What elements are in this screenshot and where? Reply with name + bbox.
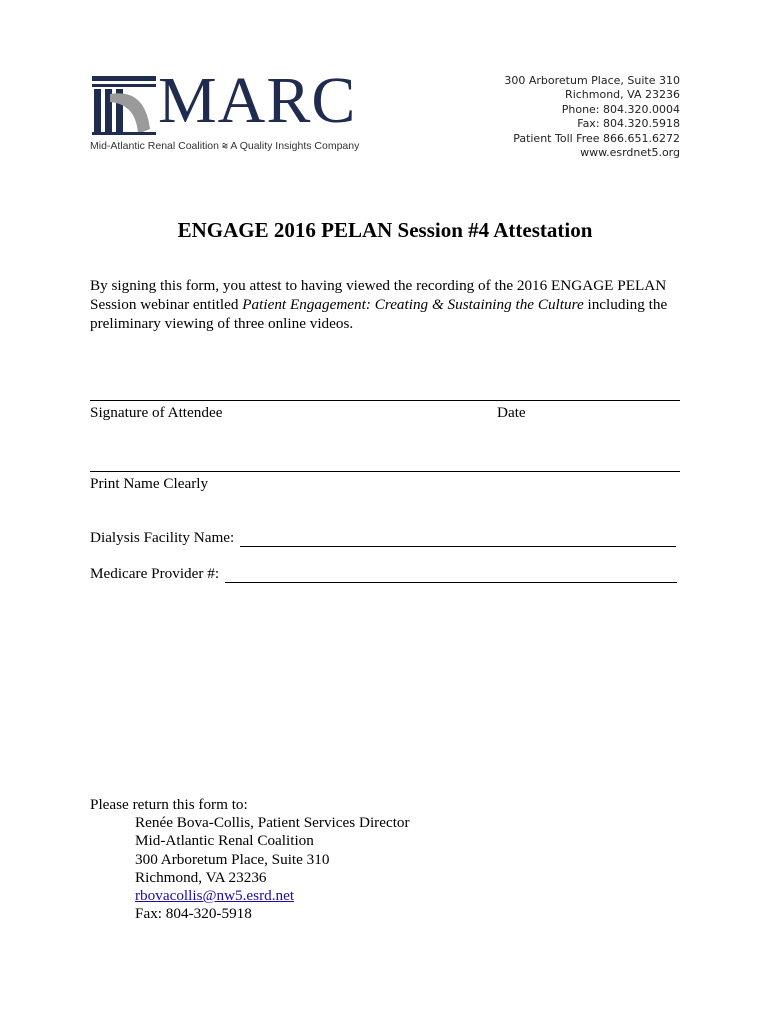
facility-field — [90, 529, 676, 547]
return-fax: Fax: 804-320-5918 — [135, 905, 252, 923]
provider-field — [90, 565, 677, 583]
signature-line[interactable] — [90, 400, 680, 401]
contact-address — [504, 74, 680, 160]
webinar-title: Patient Engagement: Creating & Sustaining the Culture — [242, 296, 584, 313]
attestation-text-part: including the preliminary viewing of three online videos. — [90, 296, 668, 332]
marc-logo-icon — [90, 74, 158, 136]
logo-wordmark: MARC — [158, 64, 357, 137]
date-label: Date — [497, 404, 526, 421]
return-organization: Mid-Atlantic Renal Coalition — [135, 832, 314, 850]
facility-input-line[interactable] — [240, 532, 676, 547]
return-city: Richmond, VA 23236 — [135, 868, 267, 886]
print-name-label: Print Name Clearly — [90, 475, 209, 492]
return-contact-name: Renée Bova-Collis, Patient Services Director — [135, 814, 410, 832]
provider-input-line[interactable] — [225, 568, 677, 583]
signature-label: Signature of Attendee — [90, 404, 223, 421]
return-heading: Please return this form to: — [90, 796, 248, 813]
print-name-line[interactable] — [90, 471, 680, 472]
marc-logo — [90, 64, 360, 158]
attestation-text — [90, 276, 682, 333]
return-email-link[interactable]: rbovacollis@nw5.esrd.net — [135, 887, 295, 905]
phone-line: Phone: 804.320.0004 — [561, 102, 680, 116]
address-line: 300 Arboretum Place, Suite 310 — [504, 74, 680, 87]
attestation-text-part: By signing this form, you attest to having viewed the recording of the 2016 ENGAGE PELAN Session webinar entitled — [90, 277, 667, 313]
toll-free-line: Patient Toll Free 866.651.6272 — [513, 131, 680, 145]
provider-label: Medicare Provider #: — [90, 565, 220, 582]
address-line: Richmond, VA 23236 — [565, 88, 680, 102]
return-street: 300 Arboretum Place, Suite 310 — [135, 850, 330, 868]
website-line: www.esrdnet5.org — [580, 146, 680, 160]
return-instructions — [90, 796, 410, 923]
fax-line: Fax: 804.320.5918 — [577, 117, 680, 131]
facility-label: Dialysis Facility Name: — [90, 529, 235, 546]
document-title: ENGAGE 2016 PELAN Session #4 Attestation — [177, 218, 593, 242]
logo-tagline: Mid-Atlantic Renal Coalition ⩬ A Quality Insights Company — [90, 140, 360, 152]
